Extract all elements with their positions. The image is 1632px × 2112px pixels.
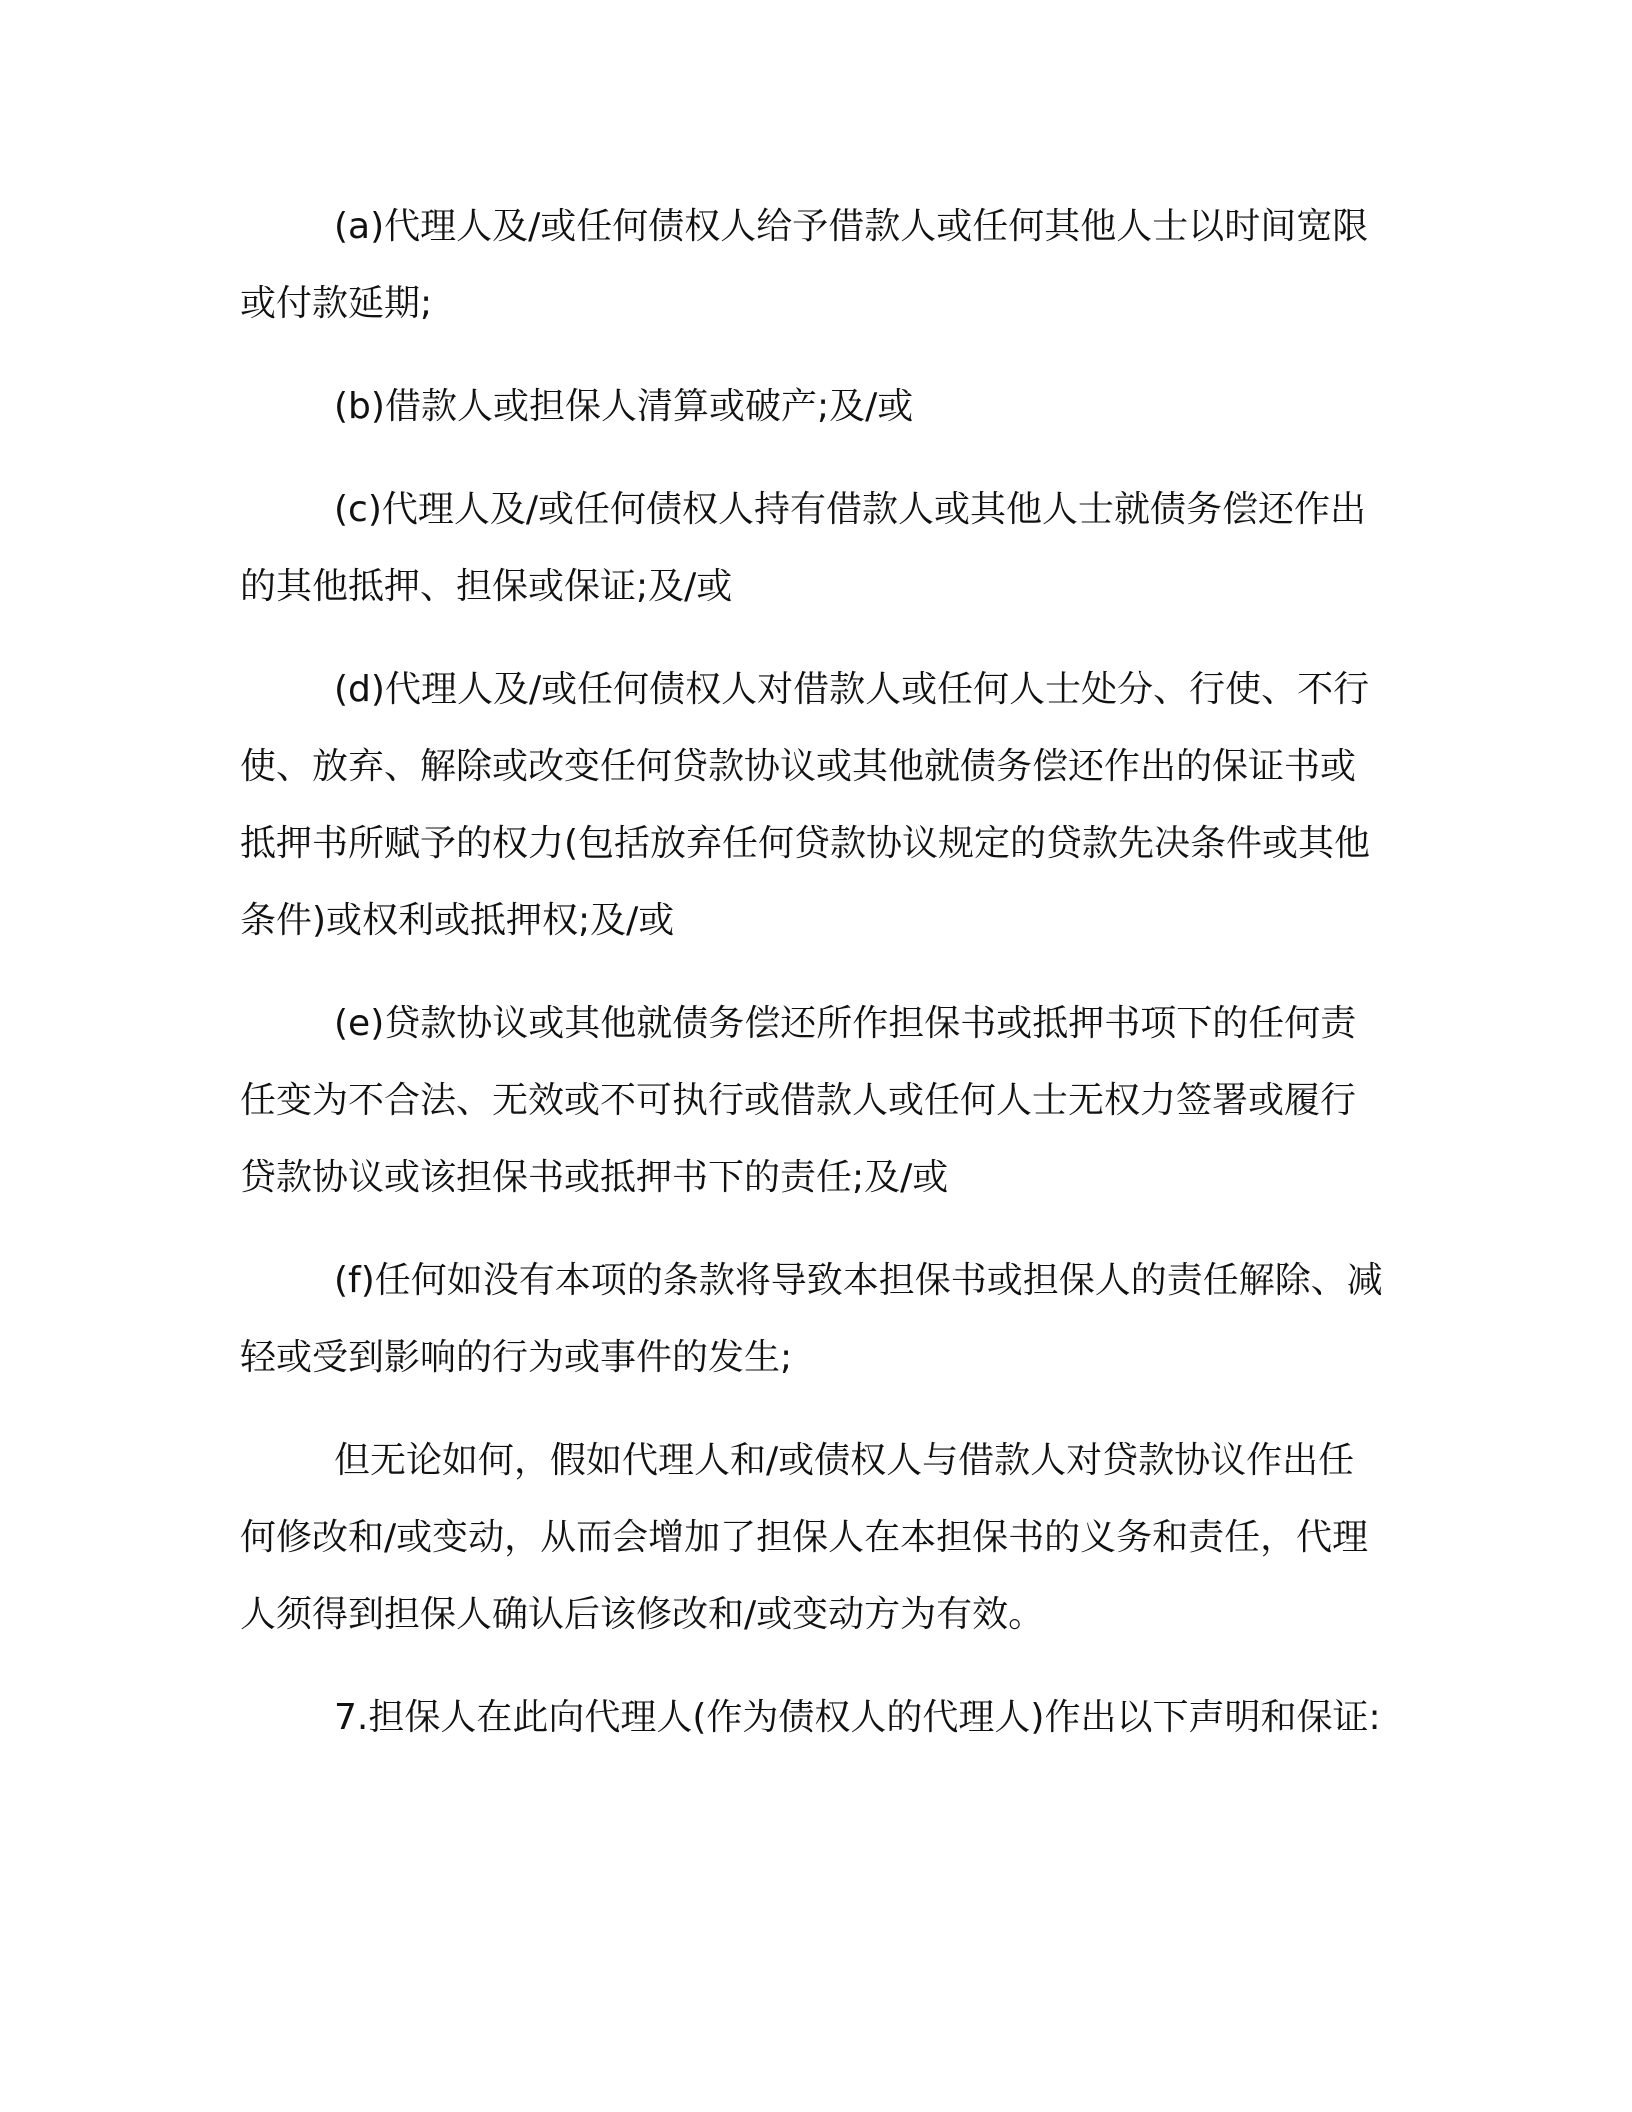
clause-a-paragraph: (a)代理人及/或任何债权人给予借款人或任何其他人士以时间宽限或付款延期; [240,206,1369,324]
clause-c-paragraph: (c)代理人及/或任何债权人持有借款人或其他人士就债务偿还作出的其他抵押、担保或保证;及/或 [240,489,1367,607]
section-7-paragraph: 7.担保人在此向代理人(作为债权人的代理人)作出以下声明和保证: [334,1697,1381,1738]
document-body [240,188,1390,1782]
clause-d-paragraph: (d)代理人及/或任何债权人对借款人或任何人士处分、行使、不行使、放弃、解除或改变任何贷款协议或其他就债务偿还作出的保证书或抵押书所赋予的权力(包括放弃任何贷款协议规定的贷款先决条件或其他条件)或权利或抵押权;及/或 [240,669,1371,941]
clause-b-paragraph: (b)借款人或担保人清算或破产;及/或 [334,386,914,427]
proviso-paragraph: 但无论如何，假如代理人和/或债权人与借款人对贷款协议作出任何修改和/或变动，从而会增加了担保人在本担保书的义务和责任，代理人须得到担保人确认后该修改和/或变动方为有效。 [240,1440,1369,1635]
clause-e-paragraph: (e)贷款协议或其他就债务偿还所作担保书或抵押书项下的任何责任变为不合法、无效或不可执行或借款人或任何人士无权力签署或履行贷款协议或该担保书或抵押书下的责任;及/或 [240,1003,1357,1198]
clause-f-paragraph: (f)任何如没有本项的条款将导致本担保书或担保人的责任解除、减轻或受到影响的行为或事件的发生; [240,1260,1383,1378]
